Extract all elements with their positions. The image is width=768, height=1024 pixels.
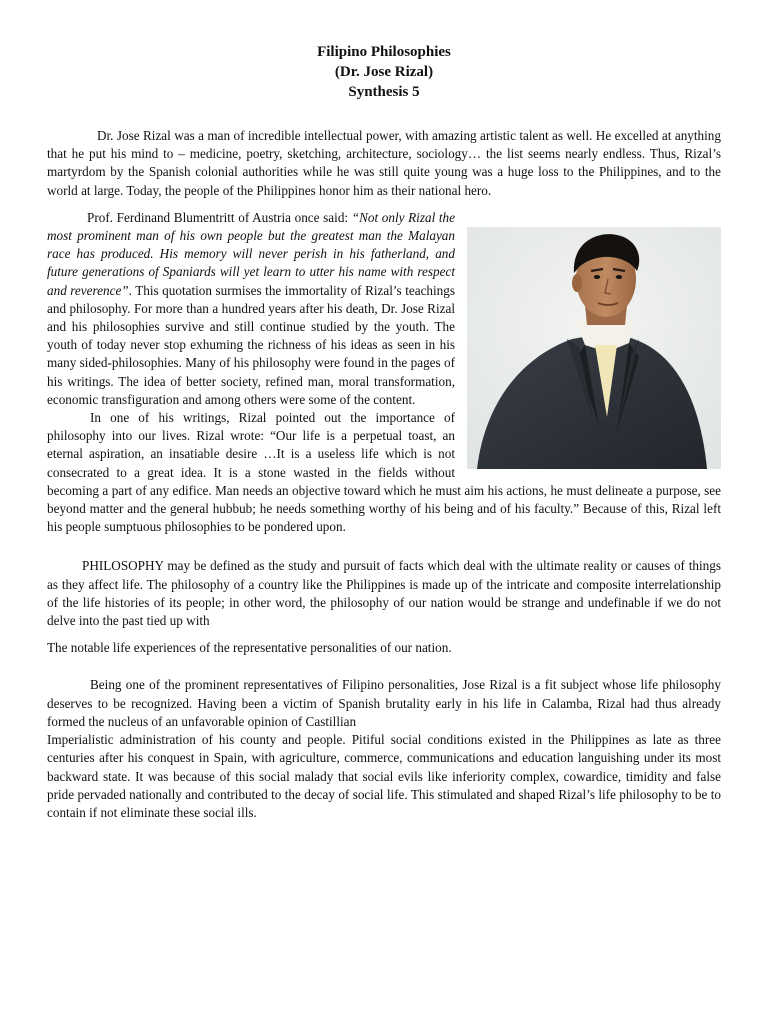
quote-lead: Prof. Ferdinand Blumentritt of Austria once said: bbox=[87, 209, 352, 225]
paragraph-philosophy: PHILOSOPHY may be defined as the study and pursuit of facts which deal with the ultimate reality or causes of things as they affect life. The philosophy of a country like the Philippines is made up of the intricate and composite interrelationship of the life histories of its people; in other word, the philosophy of our nation would be strange and undefinable if we do not delve into the past tied up with bbox=[47, 558, 721, 629]
paragraph-rizal-subject: Being one of the prominent representatives of Filipino personalities, Jose Rizal is a fit subject whose life philosophy deserves to be recognized. Having been a victim of Spanish brutality early in his life in Calamba, Rizal had thus already formed the nucleus of an unfavorable opinion of Castillian bbox=[47, 677, 721, 729]
quote-italic: “Not only Rizal the most prominent man of his own people but the greatest man the Malayan race has produced. His memory will never perish in his fatherland, and future generations of Spaniards will yet learn to utter his name with respect and reverence” bbox=[47, 209, 456, 298]
portrait-graphic bbox=[467, 227, 721, 469]
document-title bbox=[47, 42, 721, 102]
title-line-2: (Dr. Jose Rizal) bbox=[334, 64, 434, 80]
paragraph-notable: The notable life experiences of the representative personalities of our nation. bbox=[47, 640, 452, 656]
paragraph-imperialistic: Imperialistic administration of his county and people. Pitiful social conditions existed in the Philippines as late as three centuries after his conquest in Spain, with agriculture, commerce, communications and education languishing under its most backward state. It was because of this social malady that social evils like inferiority complex, cowardice, timidity and false pride pervaded nationally and contributed to the decay of social life. This stimulated and shaped Rizal’s life philosophy to be to contain if not eliminate these social ills. bbox=[47, 732, 721, 820]
paragraph-intro: Dr. Jose Rizal was a man of incredible intellectual power, with amazing artistic talent as well. He excelled at anything that he put his mind to – medicine, poetry, sketching, architecture, sociology… the list seems nearly endless. Thus, Rizal’s martyrdom by the Spanish colonial authorities while he was still quite young was a huge loss to the Philippines, and to the world at large. Today, the people of the Philippines honor him as their national hero. bbox=[47, 128, 721, 198]
title-line-3: Synthesis 5 bbox=[348, 84, 420, 100]
paragraph-writings: In one of his writings, Rizal pointed out the importance of philosophy into our lives. Rizal wrote: “Our life is a perpetual toast, an eternal aspiration, an insatiable desire …It is a useless life which is not consecrated to a great idea. It is a stone wasted in the fields without becoming a part of any edifice. Man needs an objective toward which he must aim his actions, he must delineate a purpose, see beyond matter and the general hubbub; he needs something worthy of his being and of his faculty.” Because of this, Rizal left his people sumptuous philosophies to be pondered upon. bbox=[47, 410, 721, 535]
rizal-portrait bbox=[467, 227, 721, 469]
quote-rest: . This quotation surmises the immortality of Rizal’s teachings and philosophy. For more than a hundred years after his death, Dr. Jose Rizal and his philosophies survive and still continue studied by the youth. The youth of today never stop exhuming the richness of his ideas as seen in his many sided-philosophies. Many of his philosophy were found in the pages of his writings. The idea of better society, refined man, moral transformation, economic transfiguration and among others were some of the content. bbox=[47, 282, 456, 407]
title-line-1: Filipino Philosophies bbox=[317, 44, 451, 60]
